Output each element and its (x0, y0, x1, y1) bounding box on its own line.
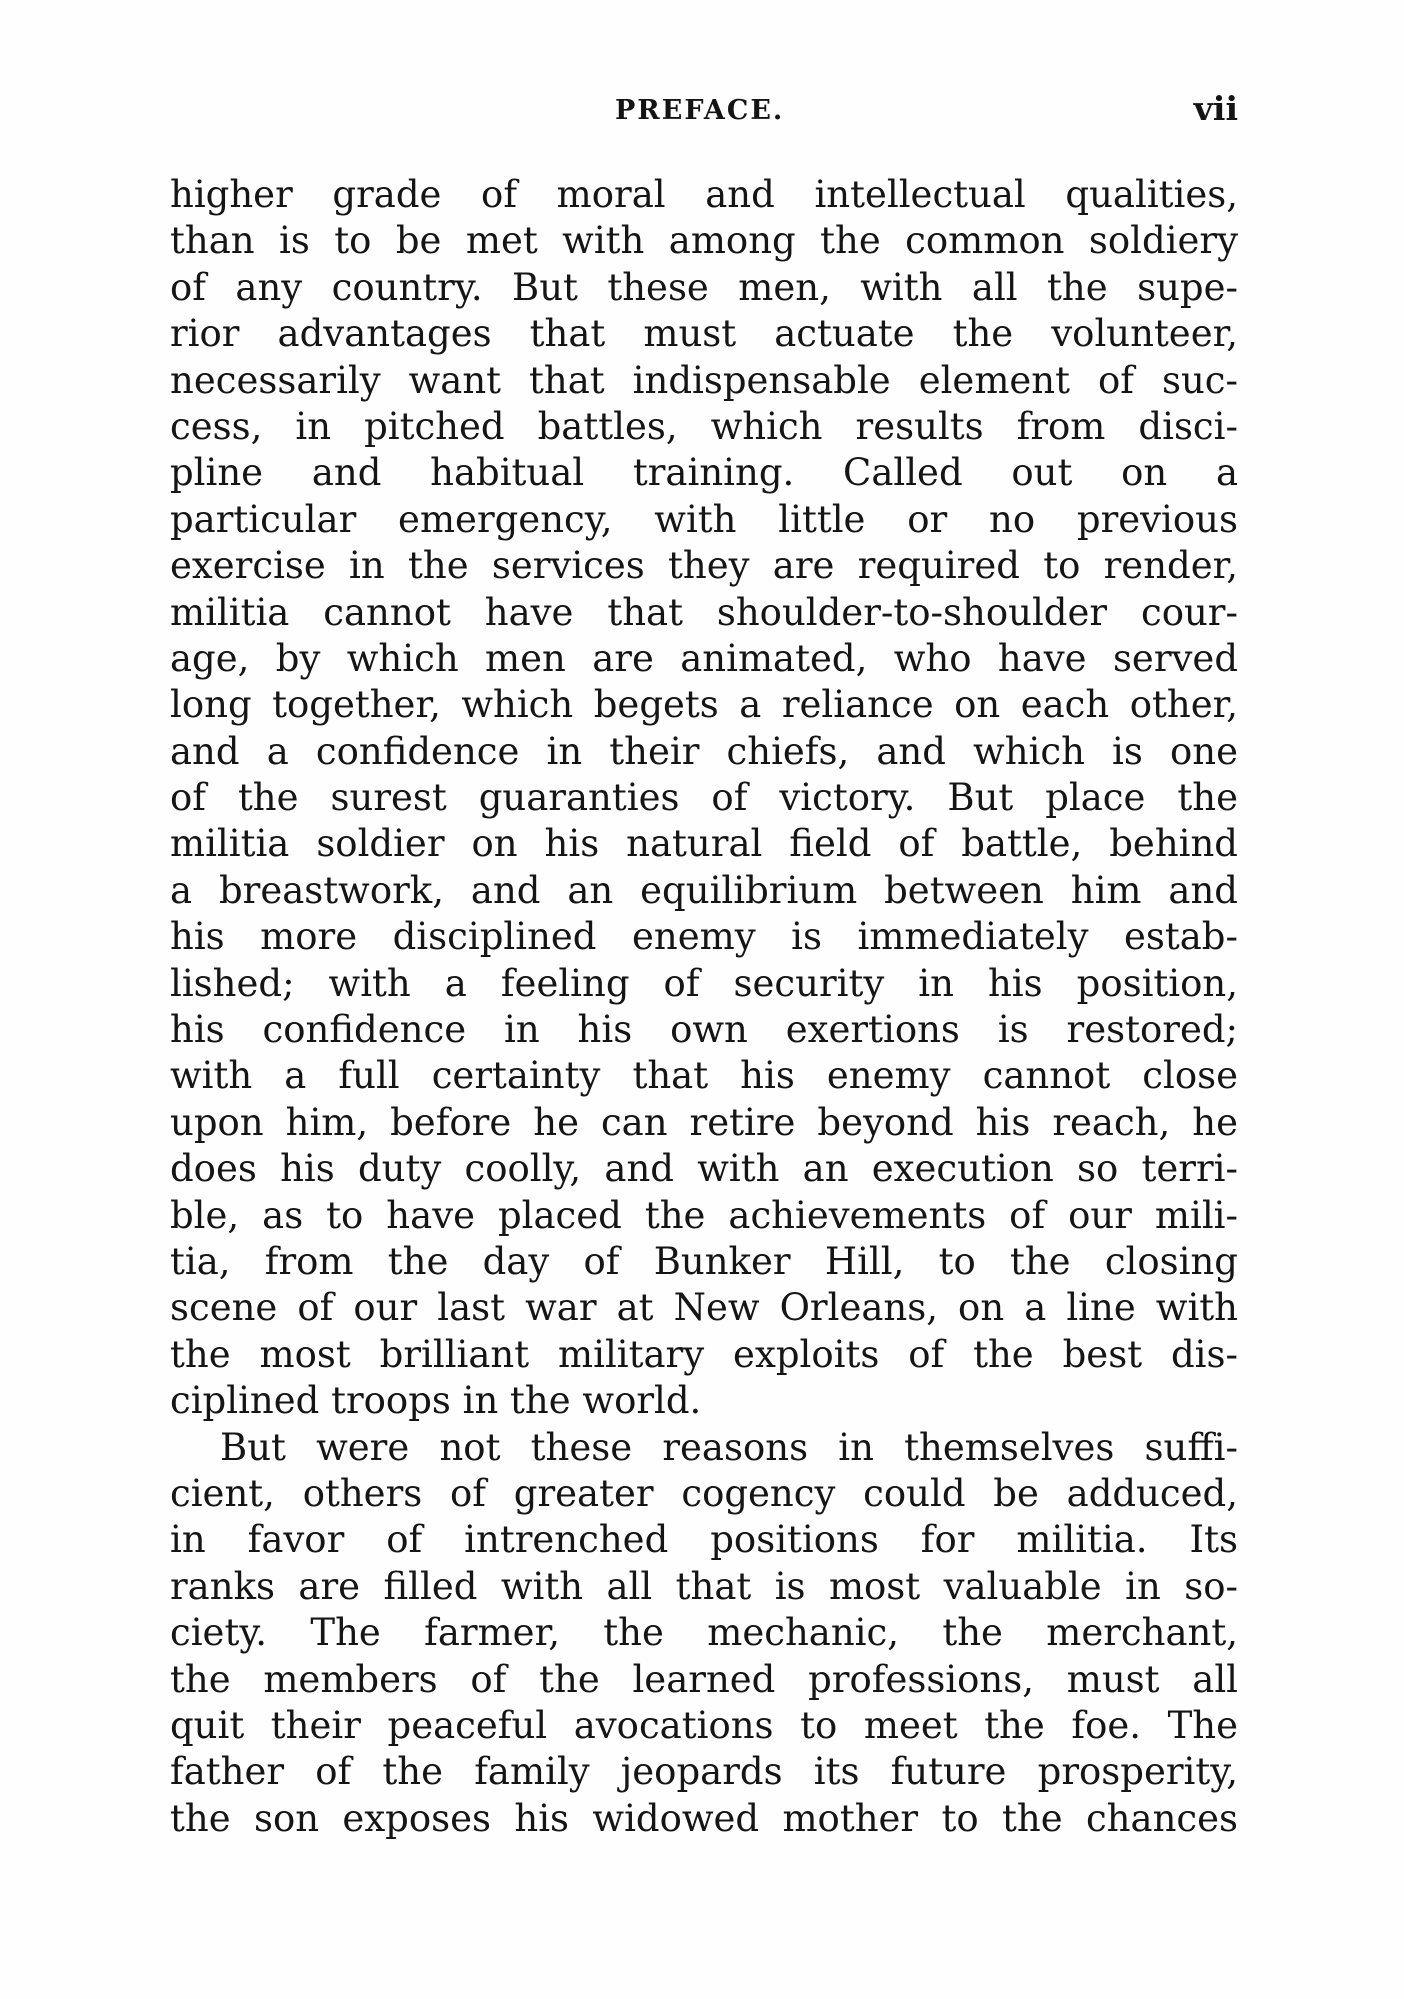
text-line: of any country. But these men, with all the supe- (170, 265, 1238, 309)
text-line: in favor of intrenched positions for militia. Its (170, 1518, 1238, 1562)
text-line: ciety. The farmer, the mechanic, the merchant, (170, 1611, 1238, 1655)
text-line: ranks are filled with all that is most valuable in so- (170, 1564, 1238, 1608)
text-line: ble, as to have placed the achievements of our mili- (170, 1193, 1238, 1237)
text-line: his confidence in his own exertions is restored; (170, 1008, 1238, 1052)
body-text (170, 172, 1238, 1842)
text-line: lished; with a feeling of security in his position, (170, 961, 1238, 1005)
text-line: quit their peaceful avocations to meet the foe. The (170, 1703, 1238, 1747)
text-line: than is to be met with among the common soldiery (170, 219, 1238, 263)
text-line: particular emergency, with little or no previous (170, 497, 1238, 541)
text-line: father of the family jeopards its future prosperity, (170, 1750, 1238, 1794)
text-line: ciplined troops in the world. (170, 1379, 702, 1423)
paragraph-2 (170, 1425, 1238, 1843)
text-line: pline and habitual training. Called out on a (170, 451, 1238, 495)
paragraph-1 (170, 172, 1238, 1425)
running-title: PREFACE. (615, 95, 785, 126)
text-line: age, by which men are animated, who have served (170, 636, 1238, 680)
text-line: with a full certainty that his enemy cannot close (170, 1054, 1238, 1098)
text-line: and a confidence in their chiefs, and which is one (170, 729, 1238, 773)
text-line: higher grade of moral and intellectual qualities, (170, 173, 1238, 216)
text-line: But were not these reasons in themselves suffi- (220, 1425, 1238, 1469)
text-line: of the surest guaranties of victory. But place the (170, 776, 1238, 820)
text-line: rior advantages that must actuate the volunteer, (170, 312, 1238, 356)
text-line: militia soldier on his natural field of battle, behind (170, 822, 1238, 866)
text-line: tia, from the day of Bunker Hill, to the closing (170, 1239, 1238, 1283)
text-line: the son exposes his widowed mother to the chances (170, 1796, 1238, 1840)
page-number: vii (1193, 89, 1238, 128)
running-head (170, 89, 1238, 135)
text-line: long together, which begets a reliance on each other, (170, 683, 1238, 727)
text-line: cess, in pitched battles, which results from disci- (170, 404, 1238, 448)
text-line: the most brilliant military exploits of the best dis- (170, 1332, 1238, 1376)
text-line: a breastwork, and an equilibrium between him and (170, 868, 1238, 912)
text-line: militia cannot have that shoulder-to-shoulder cour- (170, 590, 1238, 634)
text-line: upon him, before he can retire beyond his reach, he (170, 1100, 1238, 1144)
text-line: cient, others of greater cogency could be adduced, (170, 1471, 1238, 1515)
text-line: the members of the learned professions, must all (170, 1657, 1238, 1701)
text-line: exercise in the services they are required to render, (170, 544, 1238, 588)
text-line: does his duty coolly, and with an execution so terri- (170, 1147, 1238, 1191)
text-line: his more disciplined enemy is immediately estab- (170, 915, 1238, 959)
text-line: scene of our last war at New Orleans, on a line with (170, 1286, 1238, 1330)
text-line: necessarily want that indispensable element of suc- (170, 358, 1238, 402)
